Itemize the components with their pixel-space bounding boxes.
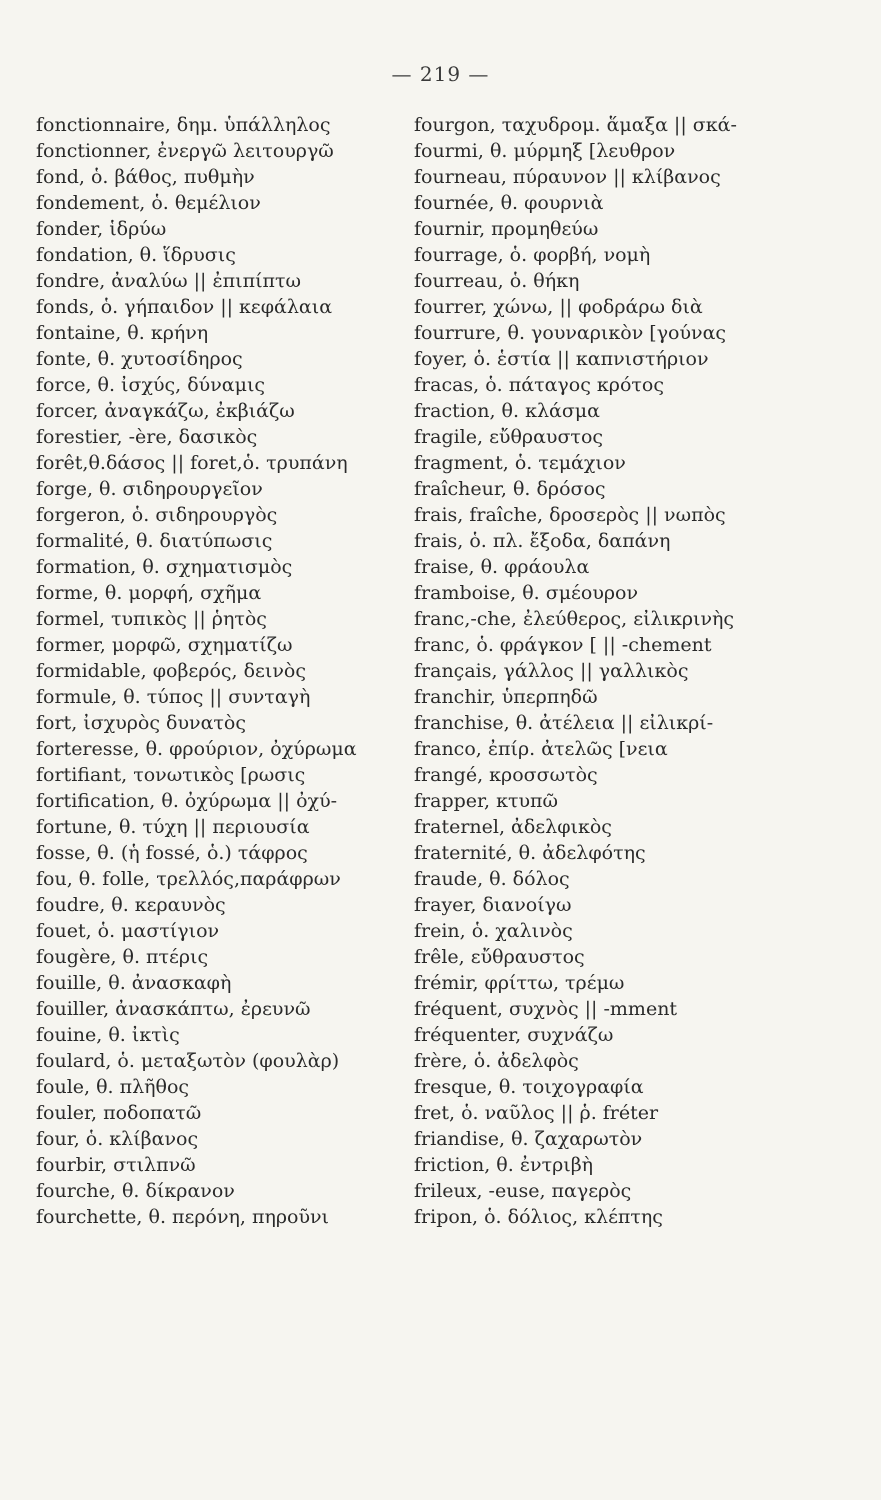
- dictionary-entry: fonctionnaire, δημ. ὑπάλληλος: [36, 114, 331, 136]
- dictionary-entry: formel, τυπικὸς || ῥητὸς: [36, 608, 267, 630]
- dictionary-entry: forteresse, θ. φρούριον, ὀχύρωμα: [36, 738, 357, 760]
- dictionary-entry: fougère, θ. πτέρις: [36, 946, 209, 968]
- dictionary-entry: formidable, φοβερός, δεινὸς: [36, 660, 306, 682]
- dictionary-entry: fret, ὁ. ναῦλος || ῥ. fréter: [414, 1102, 659, 1124]
- dictionary-entry: fouet, ὁ. μαστίγιον: [36, 920, 220, 942]
- dictionary-entry: fond, ὁ. βάθος, πυθμὴν: [36, 166, 255, 188]
- dictionary-entry: fonctionner, ἐνεργῶ λειτουργῶ: [36, 140, 334, 162]
- dictionary-entry: franc, ὁ. φράγκον [ || -chement: [414, 634, 712, 656]
- dictionary-entry: fripon, ὁ. δόλιος, κλέπτης: [414, 1206, 663, 1228]
- dictionary-entry: former, μορφῶ, σχηματίζω: [36, 634, 293, 656]
- dictionary-entry: fontaine, θ. κρήνη: [36, 322, 209, 344]
- dictionary-entry: franc,-che, ἐλεύθερος, εἰλικρινὴς: [414, 608, 735, 630]
- dictionary-entry: force, θ. ἰσχύς, δύναμις: [36, 374, 266, 396]
- dictionary-entry: fonte, θ. χυτοσίδηρος: [36, 348, 243, 370]
- dictionary-entry: fortification, θ. ὀχύρωμα || ὀχύ-: [36, 790, 338, 812]
- dictionary-entry: formation, θ. σχηματισμὸς: [36, 556, 293, 578]
- dictionary-entry: fraternité, θ. ἀδελφότης: [414, 842, 646, 864]
- dictionary-entry: frapper, κτυπῶ: [414, 790, 559, 812]
- right-column: [414, 112, 814, 1230]
- dictionary-entry: fragment, ὁ. τεμάχιον: [414, 452, 626, 474]
- dictionary-entry: frileux, -euse, παγερὸς: [414, 1180, 632, 1202]
- dictionary-entry: fondre, ἀναλύω || ἐπιπίπτω: [36, 270, 302, 292]
- dictionary-entry: forestier, -ère, δασικὸς: [36, 426, 258, 448]
- dictionary-entry: français, γάλλος || γαλλικὸς: [414, 660, 689, 682]
- dictionary-entry: fonder, ἱδρύω: [36, 218, 167, 240]
- dictionary-entry: fraternel, ἀδελφικὸς: [414, 816, 612, 838]
- dictionary-entry: fouille, θ. ἀνασκαφὴ: [36, 972, 232, 994]
- dictionary-entry: frère, ὁ. ἀδελφὸς: [414, 1050, 579, 1072]
- dictionary-entry: fraude, θ. δόλος: [414, 868, 570, 890]
- dictionary-entry: foyer, ὁ. ἑστία || καπνιστήριον: [414, 348, 709, 370]
- dictionary-entry: foudre, θ. κεραυνὸς: [36, 894, 226, 916]
- dictionary-entry: fondement, ὁ. θεμέλιον: [36, 192, 261, 214]
- dictionary-entry: forcer, ἀναγκάζω, ἐκβιάζω: [36, 400, 295, 422]
- dictionary-entry: frais, ὁ. πλ. ἔξοδα, δαπάνη: [414, 530, 671, 552]
- dictionary-entry: fosse, θ. (ἡ fossé, ὁ.) τάφρος: [36, 842, 308, 864]
- dictionary-entry: forme, θ. μορφή, σχῆμα: [36, 582, 262, 604]
- dictionary-entry: fresque, θ. τοιχογραφία: [414, 1076, 644, 1098]
- dictionary-entry: forêt,θ.δάσος || foret,ὁ. τρυπάνη: [36, 452, 348, 474]
- dictionary-entry: friction, θ. ἐντριβὴ: [414, 1154, 594, 1176]
- dictionary-entry: fouiller, ἀνασκάπτω, ἐρευνῶ: [36, 998, 311, 1020]
- dictionary-entry: four, ὁ. κλίβανος: [36, 1128, 199, 1150]
- dictionary-entry: fournir, προμηθεύω: [414, 218, 599, 240]
- dictionary-entry: fourrage, ὁ. φορβή, νομὴ: [414, 244, 651, 266]
- dictionary-entry: fréquenter, συχνάζω: [414, 1024, 614, 1046]
- dictionary-entry: frais, fraîche, δροσερὸς || νωπὸς: [414, 504, 726, 526]
- dictionary-entry: formule, θ. τύπος || συνταγὴ: [36, 686, 311, 708]
- dictionary-entry: fourbir, στιλπνῶ: [36, 1154, 196, 1176]
- dictionary-entry: fonds, ὁ. γήπαιδον || κεφάλαια: [36, 296, 333, 318]
- dictionary-entry: fraction, θ. κλάσμα: [414, 400, 600, 422]
- dictionary-entry: frayer, διανοίγω: [414, 894, 572, 916]
- dictionary-entry: fournée, θ. φουρνιὰ: [414, 192, 604, 214]
- dictionary-entry: franco, ἐπίρ. ἀτελῶς [νεια: [414, 738, 668, 760]
- dictionary-entry: fou, θ. folle, τρελλός,παράφρων: [36, 868, 341, 890]
- dictionary-entry: fragile, εὔθραυστος: [414, 426, 604, 448]
- dictionary-entry: fourmi, θ. μύρμηξ [λευθρον: [414, 140, 676, 162]
- dictionary-entry: frangé, κροσσωτὸς: [414, 764, 598, 786]
- dictionary-entry: fourche, θ. δίκρανον: [36, 1180, 235, 1202]
- dictionary-entry: frémir, φρίττω, τρέμω: [414, 972, 625, 994]
- dictionary-entry: frein, ὁ. χαλινὸς: [414, 920, 573, 942]
- page-number: — 219 —: [391, 62, 490, 86]
- dictionary-entry: fourreau, ὁ. θήκη: [414, 270, 580, 292]
- dictionary-entry: fortifiant, τονωτικὸς [ρωσις: [36, 764, 306, 786]
- dictionary-entry: fourrure, θ. γουναρικὸν [γούνας: [414, 322, 727, 344]
- dictionary-entry: fréquent, συχνὸς || -mment: [414, 998, 678, 1020]
- dictionary-entry: formalité, θ. διατύπωσις: [36, 530, 273, 552]
- dictionary-entry: forgeron, ὁ. σιδηρουργὸς: [36, 504, 278, 526]
- dictionary-entry: fourchette, θ. περόνη, πηροῦνι: [36, 1206, 330, 1228]
- dictionary-entry: foule, θ. πλῆθος: [36, 1076, 190, 1098]
- dictionary-entry: fourneau, πύραυνον || κλίβανος: [414, 166, 721, 188]
- dictionary-entry: forge, θ. σιδηρουργεῖον: [36, 478, 263, 500]
- dictionary-entry: frêle, εὔθραυστος: [414, 946, 585, 968]
- dictionary-entry: franchise, θ. ἀτέλεια || εἰλικρί-: [414, 712, 714, 734]
- dictionary-entry: fraîcheur, θ. δρόσος: [414, 478, 606, 500]
- dictionary-entry: friandise, θ. ζαχαρωτὸν: [414, 1128, 643, 1150]
- dictionary-entry: fouler, ποδοπατῶ: [36, 1102, 202, 1124]
- dictionary-entry: fort, ἰσχυρὸς δυνατὸς: [36, 712, 247, 734]
- dictionary-entry: fouine, θ. ἰκτὶς: [36, 1024, 180, 1046]
- dictionary-entry: fourrer, χώνω, || φοδράρω διὰ: [414, 296, 703, 318]
- dictionary-entry: foulard, ὁ. μεταξωτὸν (φουλὰρ): [36, 1050, 340, 1072]
- dictionary-entry: fraise, θ. φράουλα: [414, 556, 590, 578]
- dictionary-entry: fortune, θ. τύχη || περιουσία: [36, 816, 310, 838]
- dictionary-entry: franchir, ὑπερπηδῶ: [414, 686, 598, 708]
- dictionary-entry: fracas, ὁ. πάταγος κρότος: [414, 374, 664, 396]
- dictionary-entry: framboise, θ. σμέουρον: [414, 582, 639, 604]
- dictionary-entry: fondation, θ. ἵδρυσις: [36, 244, 236, 266]
- left-column: [36, 112, 416, 1230]
- dictionary-entry: fourgon, ταχυδρομ. ἅμαξα || σκά-: [414, 114, 737, 136]
